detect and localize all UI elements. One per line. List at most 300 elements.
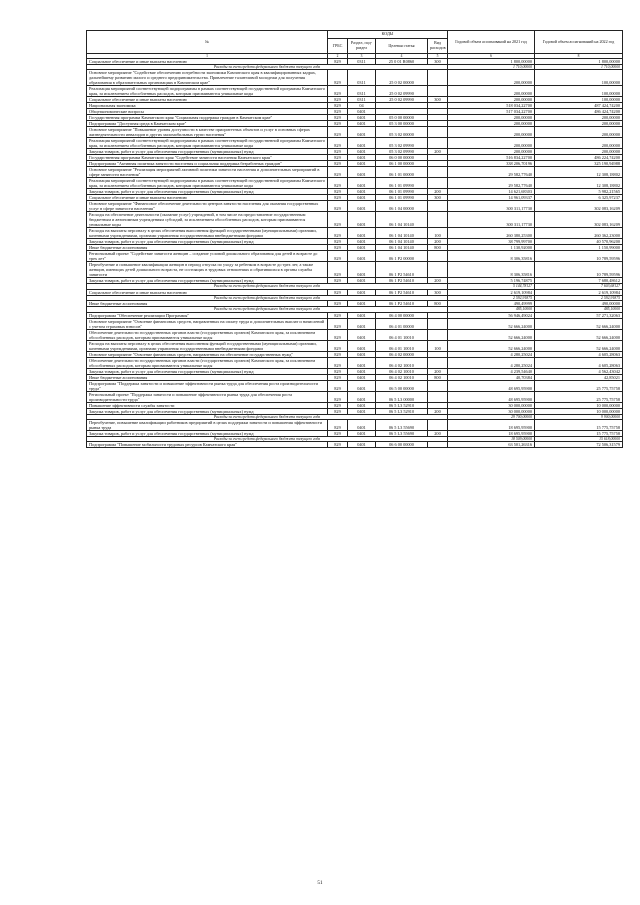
row-amount-2022: 10 000,00000 <box>535 408 623 414</box>
row-amount-2021: 1 800,00000 <box>448 59 535 65</box>
row-grbs: 829 <box>328 149 348 155</box>
col-codes: КОДЫ <box>328 31 448 39</box>
row-name: Реализация мероприятий соответствующей подпрограммы в рамках соответствующей государственной программы Камчатского края, за исключением обособленных расходов, которым присваиваются уникальные коды <box>87 138 328 149</box>
row-name: Обеспечение деятельности государственных органов власти (государственных органов) Камчатского края, за исключением обособленных расходов, которым присваиваются уникальные коды <box>87 357 328 368</box>
row-amount-2022: 15 775,75758 <box>535 420 623 431</box>
row-target: 06 5 L3 52910 <box>376 402 428 408</box>
col-number: № <box>87 31 328 54</box>
row-target: 06 1 01 09990 <box>376 178 428 189</box>
row-amount-2022: 25 775,75758 <box>535 380 623 391</box>
row-grbs: 829 <box>328 278 348 284</box>
row-grbs: 829 <box>328 351 348 357</box>
row-section: 0401 <box>348 121 376 127</box>
row-section: 0401 <box>348 228 376 239</box>
row-section: 0401 <box>348 167 376 178</box>
row-name: Социальное обеспечение и иные выплаты населению <box>87 195 328 201</box>
row-name: Государственная программа Камчатского края "Социальная поддержка граждан в Камчатском крае" <box>87 115 328 121</box>
row-section: 0401 <box>348 155 376 161</box>
table-row <box>87 201 623 212</box>
row-name: Основное мероприятие "Содействие обеспечению потребности экономики Камчатского края в квалифицированных кадрах, дальнейшему развитию малого и среднего предпринимательства. Привлечение талантливой молодежи для получения образования в образовательных организациях в Камчатском крае" <box>87 70 328 86</box>
row-amount-2022: 52 666,24000 <box>535 329 623 340</box>
row-section: 0401 <box>348 318 376 329</box>
row-section: 0401 <box>348 239 376 245</box>
row-target: 06 5 00 00000 <box>376 380 428 391</box>
row-name: Закупка товаров, работ и услуг для обеспечения государственных (муниципальных) нужд <box>87 149 328 155</box>
row-amount-2022: 200,00000 <box>535 149 623 155</box>
row-grbs: 829 <box>328 368 348 374</box>
col-num-5: 5 <box>428 54 448 59</box>
row-amount-2022: 100,00000 <box>535 97 623 103</box>
row-target: 06 5 L3 52910 <box>376 408 428 414</box>
row-vid <box>428 167 448 178</box>
row-name: Социальное обеспечение и иные выплаты населению <box>87 59 328 65</box>
row-target: 06 5 L3 55690 <box>376 431 428 437</box>
row-target: 06 4 02 10010 <box>376 357 428 368</box>
row-amount-2021: 200,00000 <box>448 70 535 86</box>
row-amount-2021: 200,00000 <box>448 121 535 127</box>
col-vid: Вид расходов <box>428 39 448 54</box>
row-vid: 800 <box>428 301 448 307</box>
row-amount-2021: 18 695,95900 <box>448 431 535 437</box>
row-section: 0401 <box>348 351 376 357</box>
row-grbs: 829 <box>328 431 348 437</box>
row-amount-2022: 200,00000 <box>535 121 623 127</box>
row-grbs: 829 <box>328 402 348 408</box>
table-row <box>87 262 623 278</box>
row-vid <box>428 138 448 149</box>
note-label: Расходы за счет средств федерального бюджета текущего года <box>87 414 448 419</box>
row-vid: 100 <box>428 228 448 239</box>
row-section: 0401 <box>348 420 376 431</box>
row-vid <box>428 420 448 431</box>
row-name: Социальное обеспечение и иные выплаты населению <box>87 97 328 103</box>
row-section: 0401 <box>348 127 376 138</box>
row-section: 0401 <box>348 201 376 212</box>
row-name: Иные бюджетные ассигнования <box>87 245 328 251</box>
row-amount-2022: 200,00000 <box>535 138 623 149</box>
table-row <box>87 442 623 448</box>
row-amount-2022: 1 800,00000 <box>535 59 623 65</box>
row-vid <box>428 329 448 340</box>
row-grbs: 829 <box>328 70 348 86</box>
note-label: Расходы за счет средств федерального бюджета текущего года <box>87 295 448 300</box>
row-grbs: 829 <box>328 86 348 97</box>
row-amount-2022: 15 775,75758 <box>535 431 623 437</box>
row-section: 0401 <box>348 301 376 307</box>
row-grbs: 829 <box>328 391 348 402</box>
col-target: Целевая статья <box>376 39 428 54</box>
row-name: Закупка товаров, работ и услуг для обеспечения государственных (муниципальных) нужд <box>87 408 328 414</box>
row-amount-2022: 7 680,48612 <box>535 278 623 284</box>
row-section: 0401 <box>348 195 376 201</box>
row-amount-2022: 52 666,24000 <box>535 340 623 351</box>
row-vid: 200 <box>428 278 448 284</box>
table-row <box>87 380 623 391</box>
row-amount-2022: 42,85021 <box>535 374 623 380</box>
row-target: 06 1 01 00000 <box>376 167 428 178</box>
row-section: 0401 <box>348 262 376 278</box>
row-name: Подпрограмма "Повышение мобильности трудовых ресурсов Камчатского края" <box>87 442 328 448</box>
row-section: 0401 <box>348 251 376 262</box>
row-section: 0401 <box>348 289 376 295</box>
note-amount-2021: 2 592,91875 <box>448 295 535 300</box>
row-grbs: 829 <box>328 408 348 414</box>
row-target: 06 6 00 00000 <box>376 442 428 448</box>
row-name: Подпрограмма "Поддержка занятости и повышение эффективности рынка труда для обеспечения роста производительности труда" <box>87 380 328 391</box>
row-grbs: 829 <box>328 289 348 295</box>
row-name: Основное мероприятие "Финансовое обеспечение деятельности центров занятости населения для оказания государственных услуг в сфере занятости населения" <box>87 201 328 212</box>
row-name: Региональный проект "Поддержка занятости и повышение эффективности рынка труда для обеспечения роста производительности труда" <box>87 391 328 402</box>
row-amount-2021: 1 130,92000 <box>448 245 535 251</box>
row-target: 25 0 02 09990 <box>376 86 428 97</box>
row-amount-2021: 38 799,99700 <box>448 239 535 245</box>
row-vid: 800 <box>428 374 448 380</box>
row-section: 0401 <box>348 391 376 402</box>
row-amount-2022: 12 308,18802 <box>535 178 623 189</box>
note-amount-2021: 1 710,00000 <box>448 65 535 70</box>
row-section: 0401 <box>348 161 376 167</box>
row-section: 0401 <box>348 109 376 115</box>
row-section: 0401 <box>348 149 376 155</box>
row-section: 0311 <box>348 86 376 97</box>
row-target: 06 1 00 00000 <box>376 161 428 167</box>
row-amount-2022: 100,00000 <box>535 86 623 97</box>
col-2022: Годовой объем ассигнований на 2022 год <box>535 31 623 54</box>
page-number: 51 <box>317 880 323 886</box>
row-amount-2021: 14 961,09337 <box>448 195 535 201</box>
col-num-2: 2 <box>328 54 348 59</box>
row-amount-2022: 302 083,16209 <box>535 212 623 228</box>
row-amount-2021: 2 619,10984 <box>448 289 535 295</box>
note-label: Расходы за счет средств федерального бюджета текущего года <box>87 284 448 289</box>
row-grbs: 829 <box>328 251 348 262</box>
row-vid: 800 <box>428 245 448 251</box>
row-target: 05 3 02 09990 <box>376 138 428 149</box>
table-row <box>87 167 623 178</box>
row-section: 0401 <box>348 189 376 195</box>
row-section: 0401 <box>348 340 376 351</box>
note-amount-2022: 1 710,00000 <box>535 65 623 70</box>
note-label: Расходы за счет средств федерального бюджета текущего года <box>87 307 448 312</box>
table-row <box>87 178 623 189</box>
document-page <box>86 30 622 448</box>
row-name: Общеэкономические вопросы <box>87 109 328 115</box>
row-amount-2022: 486 424,74200 <box>535 109 623 115</box>
row-grbs: 829 <box>328 262 348 278</box>
row-amount-2022: 4 605,28063 <box>535 351 623 357</box>
row-name: Основное мероприятие "Освоение финансовых средств, направленных на обеспечение государственных нужд" <box>87 351 328 357</box>
note-amount-2022: 485,10000 <box>535 307 623 312</box>
row-target: 06 4 01 00000 <box>376 318 428 329</box>
table-row <box>87 127 623 138</box>
row-name: Социальное обеспечение и иные выплаты населению <box>87 289 328 295</box>
row-amount-2021: 516 834,22700 <box>448 155 535 161</box>
row-grbs: 829 <box>328 178 348 189</box>
note-amount-2022: 7 603,68127 <box>535 284 623 289</box>
row-vid: 300 <box>428 289 448 295</box>
row-vid: 300 <box>428 195 448 201</box>
row-vid <box>428 442 448 448</box>
row-amount-2021: 200,00000 <box>448 138 535 149</box>
col-grbs: ГРБС <box>328 39 348 54</box>
row-target: 06 4 02 10010 <box>376 374 428 380</box>
row-section: 0401 <box>348 212 376 228</box>
row-grbs: 829 <box>328 329 348 340</box>
row-section: 0401 <box>348 245 376 251</box>
row-name: Расходы на выплаты персоналу в целях обеспечения выполнения функций государственными (муниципальными) органами, казенными учреждениями, органами управления государственными внебюджетными фондами <box>87 340 328 351</box>
col-num-1: 1 <box>87 54 328 59</box>
row-name: Региональный проект "Содействие занятости женщин – создание условий дошкольного образования для детей в возрасте до трех лет" <box>87 251 328 262</box>
row-amount-2021: 8 306,35816 <box>448 262 535 278</box>
row-name: Повышение эффективности службы занятости <box>87 402 328 408</box>
row-amount-2022: 325 190,94988 <box>535 161 623 167</box>
table-row <box>87 86 623 97</box>
row-amount-2021: 200,00000 <box>448 149 535 155</box>
row-target: 06 5 L3 00000 <box>376 391 428 402</box>
row-amount-2022: 1 150,99000 <box>535 245 623 251</box>
row-name: Иные бюджетные ассигнования <box>87 374 328 380</box>
note-amount-2022: 15 618,00000 <box>535 437 623 442</box>
row-grbs: 829 <box>328 195 348 201</box>
row-name: Подпрограмма "Доступная среда в Камчатском крае" <box>87 121 328 127</box>
row-vid: 300 <box>428 59 448 65</box>
row-name: Основное мероприятие "Освоение финансовых средств, направленных на оплату труда и дополнительных выплат и начислений с учетом страховых взносов" <box>87 318 328 329</box>
row-amount-2021: 30 000,00000 <box>448 408 535 414</box>
row-grbs: 829 <box>328 121 348 127</box>
row-amount-2022: 200,00000 <box>535 127 623 138</box>
note-amount-2021: 485,10000 <box>448 307 535 312</box>
row-amount-2021: 200,00000 <box>448 97 535 103</box>
row-amount-2021: 300 311,17730 <box>448 201 535 212</box>
row-name: Основное мероприятие "Реализация мероприятий активной политики занятости населения и дополнительных мероприятий в сфере занятости населения" <box>87 167 328 178</box>
note-amount-2021: 5 144,78127 <box>448 284 535 289</box>
row-grbs: 829 <box>328 167 348 178</box>
row-grbs: 829 <box>328 138 348 149</box>
row-name: Основное мероприятие "Повышение уровня доступности в качестве приоритетных объектов и услуг в основных сферах жизнедеятельности инвалидов и других маломобильных групп населения" <box>87 127 328 138</box>
row-amount-2022: 10 789,59596 <box>535 262 623 278</box>
row-amount-2021: 52 666,24000 <box>448 329 535 340</box>
row-amount-2022: 2 619,10984 <box>535 289 623 295</box>
row-grbs: 829 <box>328 155 348 161</box>
row-grbs: 829 <box>328 340 348 351</box>
table-row <box>87 251 623 262</box>
table-row <box>87 212 623 228</box>
row-grbs: 829 <box>328 380 348 391</box>
row-vid <box>428 201 448 212</box>
row-target: 06 4 01 10010 <box>376 329 428 340</box>
row-grbs: 829 <box>328 103 348 109</box>
table-body <box>87 59 623 448</box>
row-target: 06 1 P2 54610 <box>376 301 428 307</box>
row-grbs: 829 <box>328 301 348 307</box>
row-section: 0311 <box>348 70 376 86</box>
row-amount-2021: 300 311,17730 <box>448 212 535 228</box>
row-section: 0401 <box>348 329 376 340</box>
row-grbs: 829 <box>328 59 348 65</box>
row-name: Переобучение, повышение квалификации работников предприятий в целях поддержки занятости и повышения эффективности рынка труда <box>87 420 328 431</box>
row-section: 0401 <box>348 115 376 121</box>
row-section: 0401 <box>348 278 376 284</box>
note-amount-2022: 9 900,00000 <box>535 414 623 419</box>
row-amount-2021: 5 196,74875 <box>448 278 535 284</box>
row-vid <box>428 251 448 262</box>
row-grbs: 829 <box>328 420 348 431</box>
budget-table <box>86 30 623 448</box>
row-name: Подпрограмма "Активная политика занятости населения и социальная поддержка безработных граждан" <box>87 161 328 167</box>
row-target: 06 1 P2 54610 <box>376 289 428 295</box>
col-num-7: 8 <box>535 54 623 59</box>
row-target: 06 4 02 00000 <box>376 351 428 357</box>
row-amount-2022: 6 325,97237 <box>535 195 623 201</box>
row-amount-2022: 57 271,32063 <box>535 312 623 318</box>
row-amount-2022: 5 982,21565 <box>535 189 623 195</box>
row-amount-2022: 10 000,00000 <box>535 402 623 408</box>
row-name: Национальная экономика <box>87 103 328 109</box>
row-target: 06 4 02 10010 <box>376 368 428 374</box>
col-section: Раздел, под-раздел <box>348 39 376 54</box>
row-name: Закупка товаров, работ и услуг для обеспечения государственных (муниципальных) нужд <box>87 368 328 374</box>
row-amount-2021: 200,00000 <box>448 127 535 138</box>
row-name: Переобучение и повышение квалификации женщин в период отпуска по уходу за ребенком в возрасте до трех лет, а также женщин, имеющих детей дошкольного возраста, не состоящих в трудовых отношениях и обратившихся в органы службы занятости <box>87 262 328 278</box>
row-section: 0311 <box>348 97 376 103</box>
row-amount-2021: 48 695,95900 <box>448 380 535 391</box>
row-name: Подпрограмма "Обеспечение реализации Программы" <box>87 312 328 318</box>
row-vid <box>428 70 448 86</box>
row-name: Государственная программа Камчатского края "Содействие занятости населения Камчатского края" <box>87 155 328 161</box>
row-target: 25 0 02 09990 <box>376 97 428 103</box>
row-vid <box>428 380 448 391</box>
row-target: 05 0 00 00000 <box>376 115 428 121</box>
row-vid: 100 <box>428 340 448 351</box>
row-grbs: 829 <box>328 109 348 115</box>
row-grbs: 829 <box>328 212 348 228</box>
table-row <box>87 340 623 351</box>
row-amount-2021: 29 582,77640 <box>448 178 535 189</box>
row-amount-2021: 30 000,00000 <box>448 402 535 408</box>
row-target: 06 1 P2 54610 <box>376 262 428 278</box>
row-target: 06 1 01 09990 <box>376 195 428 201</box>
table-row <box>87 70 623 86</box>
row-amount-2022: 486 224,74200 <box>535 155 623 161</box>
row-name: Реализация мероприятий соответствующей подпрограммы в рамках соответствующей государственной программы Камчатского края, за исключением обособленных расходов, которым присваиваются уникальные коды <box>87 86 328 97</box>
row-target: 05 3 02 09990 <box>376 149 428 155</box>
row-name: Реализация мероприятий соответствующей подпрограммы в рамках соответствующей государственной программы Камчатского края, за исключением обособленных расходов, которым присваиваются уникальные коды <box>87 178 328 189</box>
row-grbs: 829 <box>328 239 348 245</box>
row-name: Закупка товаров, работ и услуг для обеспечения государственных (муниципальных) нужд <box>87 239 328 245</box>
row-section: 0311 <box>348 59 376 65</box>
row-target: 06 5 L3 55690 <box>376 420 428 431</box>
row-grbs: 829 <box>328 374 348 380</box>
row-target: 06 1 04 10140 <box>376 239 428 245</box>
row-target: 05 3 02 00000 <box>376 127 428 138</box>
col-num-4: 4 <box>376 54 428 59</box>
row-target: 06 0 00 00000 <box>376 155 428 161</box>
row-amount-2021: 52 666,24000 <box>448 318 535 329</box>
row-amount-2022: 25 775,75758 <box>535 391 623 402</box>
row-target: 25 0 01 R0860 <box>376 59 428 65</box>
row-vid: 200 <box>428 408 448 414</box>
table-row <box>87 391 623 402</box>
row-name: Иные бюджетные ассигнования <box>87 301 328 307</box>
table-row <box>87 357 623 368</box>
row-vid <box>428 262 448 278</box>
row-vid: 200 <box>428 239 448 245</box>
row-vid <box>428 357 448 368</box>
note-amount-2021: 29 700,00000 <box>448 414 535 419</box>
note-label: Расходы за счет средств федерального бюджета текущего года <box>87 437 448 442</box>
row-section: 04 <box>348 103 376 109</box>
row-amount-2021: 14 621,68303 <box>448 189 535 195</box>
row-target: 06 1 04 00000 <box>376 201 428 212</box>
row-name: Закупка товаров, работ и услуг для обеспечения государственных (муниципальных) нужд <box>87 278 328 284</box>
row-vid <box>428 212 448 228</box>
row-amount-2021: 52 666,24000 <box>448 340 535 351</box>
row-target: 06 4 01 10010 <box>376 340 428 351</box>
row-section: 0401 <box>348 431 376 437</box>
row-section: 0401 <box>348 402 376 408</box>
row-grbs: 829 <box>328 228 348 239</box>
row-amount-2022: 100,00000 <box>535 70 623 86</box>
row-section: 0401 <box>348 312 376 318</box>
row-name: Расходы на обеспечение деятельности (оказание услуг) учреждений, в том числе на предоставление государственным бюджетным и автономным учреждениям субсидий, за исключением обособленных расходов, которым присваиваются уникальные коды <box>87 212 328 228</box>
note-amount-2021: 18 509,00000 <box>448 437 535 442</box>
note-label: Расходы за счет средств федерального бюджета текущего года <box>87 65 448 70</box>
row-amount-2022: 52 666,24000 <box>535 318 623 329</box>
row-amount-2021: 517 034,22700 <box>448 109 535 115</box>
row-vid <box>428 127 448 138</box>
row-vid <box>428 178 448 189</box>
row-section: 0401 <box>348 442 376 448</box>
row-amount-2021: 4 280,25024 <box>448 357 535 368</box>
row-target: 06 1 P2 54610 <box>376 278 428 284</box>
row-target: 06 1 01 09990 <box>376 189 428 195</box>
row-name: Расходы на выплаты персоналу в целях обеспечения выполнения функций государственными (муниципальными) органами, казенными учреждениями, органами управления государственными внебюджетными фондами <box>87 228 328 239</box>
col-2021: Годовой объем ассигнований на 2021 год <box>448 31 535 54</box>
row-section: 0401 <box>348 357 376 368</box>
row-amount-2021: 48 695,95900 <box>448 391 535 402</box>
table-header <box>87 31 623 59</box>
row-section: 0401 <box>348 138 376 149</box>
row-target: 25 0 02 00000 <box>376 70 428 86</box>
row-name: Обеспечение деятельности государственных органов власти (государственных органов) Камчатского края, за исключением обособленных расходов, которым присваиваются уникальные коды <box>87 329 328 340</box>
row-grbs: 829 <box>328 357 348 368</box>
row-grbs: 829 <box>328 115 348 121</box>
row-amount-2022: 302 083,16209 <box>535 201 623 212</box>
row-target: 06 4 00 00000 <box>376 312 428 318</box>
row-vid <box>428 318 448 329</box>
row-amount-2021: 29 582,77640 <box>448 167 535 178</box>
row-vid: 200 <box>428 431 448 437</box>
row-amount-2021: 338 206,70196 <box>448 161 535 167</box>
row-amount-2021: 518 034,22700 <box>448 103 535 109</box>
row-grbs: 829 <box>328 161 348 167</box>
row-amount-2021: 260 380,25300 <box>448 228 535 239</box>
row-amount-2022: 40 570,96200 <box>535 239 623 245</box>
table-row <box>87 329 623 340</box>
row-grbs: 829 <box>328 442 348 448</box>
row-grbs: 829 <box>328 245 348 251</box>
row-section: 0401 <box>348 374 376 380</box>
row-name: Закупка товаров, работ и услуг для обеспечения государственных (муниципальных) нужд <box>87 431 328 437</box>
row-grbs: 829 <box>328 97 348 103</box>
row-target: 05 3 00 00000 <box>376 121 428 127</box>
row-amount-2021: 56 946,49024 <box>448 312 535 318</box>
row-target: 06 1 04 10140 <box>376 212 428 228</box>
row-amount-2021: 8 306,35816 <box>448 251 535 262</box>
row-section: 0401 <box>348 380 376 391</box>
row-amount-2022: 4 562,43042 <box>535 368 623 374</box>
row-vid: 200 <box>428 368 448 374</box>
